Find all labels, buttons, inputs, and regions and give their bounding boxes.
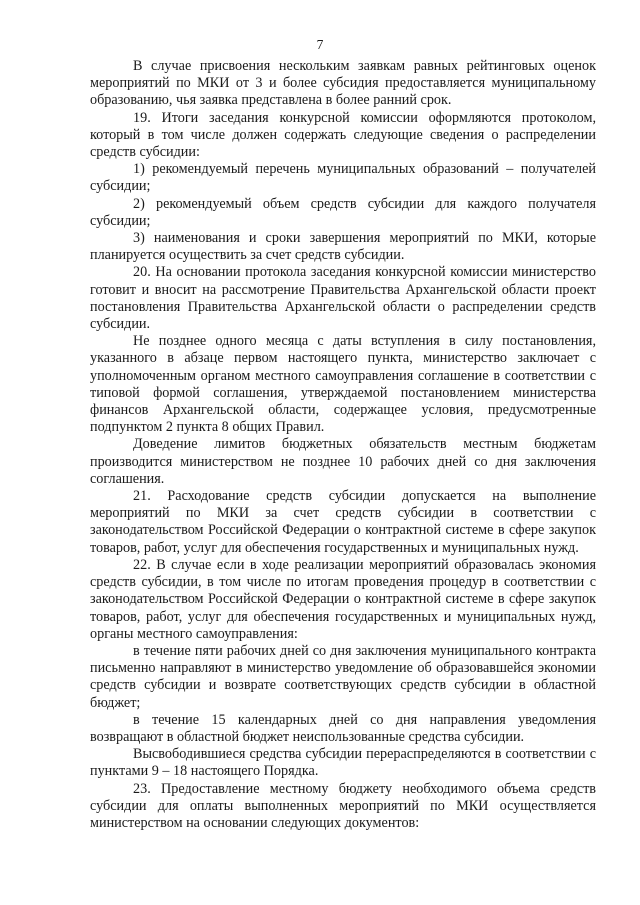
paragraph: 23. Предоставление местному бюджету необходимого объема средств субсидии для оплаты выполненных мероприятий по МКИ осуществляется министерством на основании следующих документов: bbox=[90, 780, 596, 831]
paragraph: 21. Расходование средств субсидии допускается на выполнение мероприятий по МКИ за счет средств субсидии в соответствии с законодательством Российской Федерации о контрактной системе в сфере закупок товаров, работ, услуг для обеспечения государственных и муниципальных нужд. bbox=[90, 488, 596, 556]
paragraph: в течение пяти рабочих дней со дня заключения муниципального контракта письменно направляют в министерство уведомление об образовавшейся экономии средств субсидии и возврате соответствующих средств субсидии в областной бюджет; bbox=[90, 642, 596, 711]
page-number: 7 bbox=[316, 37, 324, 52]
paragraph: 3) наименования и сроки завершения мероприятий по МКИ, которые планируется осуществить за счет средств субсидии. bbox=[90, 230, 596, 264]
paragraph: в течение 15 календарных дней со дня направления уведомления возвращают в областной бюджет неиспользованные средства субсидии. bbox=[90, 711, 596, 745]
paragraph: Высвободившиеся средства субсидии перераспределяются в соответствии с пунктами 9 – 18 настоящего Порядка. bbox=[90, 746, 596, 780]
paragraph: 19. Итоги заседания конкурсной комиссии оформляются протоколом, который в том числе должен содержать следующие сведения о распределении средств субсидии: bbox=[90, 109, 596, 161]
paragraph: 2) рекомендуемый объем средств субсидии для каждого получателя субсидии; bbox=[90, 195, 596, 229]
paragraph: Не позднее одного месяца с даты вступления в силу постановления, указанного в абзаце первом настоящего пункта, министерство заключает с уполномоченным органом местного самоуправления соглашение в соответствии с типовой формой соглашения, утверждаемой постановлением министерства финансов Архангельской области, содержащее условия, предусмотренные подпунктом 2 пункта 8 общих Правил. bbox=[90, 333, 596, 436]
paragraph: 20. На основании протокола заседания конкурсной комиссии министерство готовит и вносит на рассмотрение Правительства Архангельской области проект постановления Правительства Архангельской области о распределении средств субсидии. bbox=[90, 264, 596, 333]
paragraph: Доведение лимитов бюджетных обязательств местным бюджетам производится министерством не позднее 10 рабочих дней со дня заключения соглашения. bbox=[90, 436, 596, 487]
paragraph: В случае присвоения нескольким заявкам равных рейтинговых оценок мероприятий по МКИ от 3 и более субсидия предоставляется муниципальному образованию, чья заявка представлена в более ранний срок. bbox=[90, 58, 596, 109]
document-body bbox=[90, 58, 596, 832]
paragraph: 1) рекомендуемый перечень муниципальных образований – получателей субсидии; bbox=[90, 161, 596, 195]
paragraph: 22. В случае если в ходе реализации мероприятий образовалась экономия средств субсидии, в том числе по итогам проведения процедур в соответствии с законодательством Российской Федерации о контрактной системе в сфере закупок товаров, работ, услуг для обеспечения государственных и муниципальных нужд, органы местного самоуправления: bbox=[90, 556, 596, 642]
